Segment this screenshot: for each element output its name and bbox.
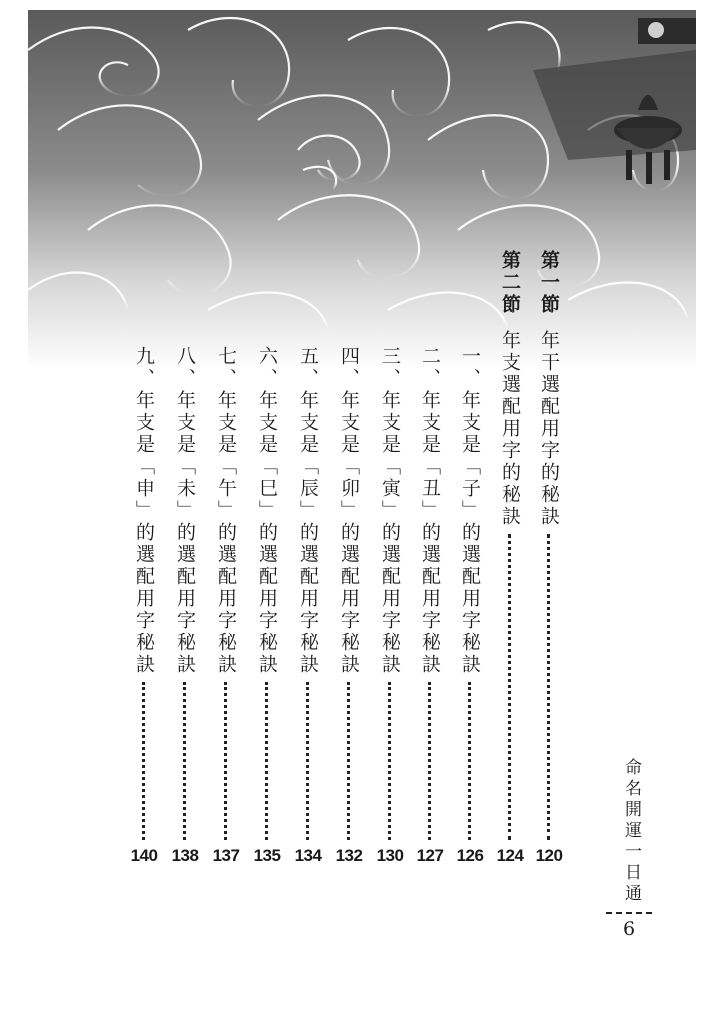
- toc-item-title: 七、年支是「午」的選配用字秘訣: [215, 346, 237, 676]
- toc-leader-dots: [428, 682, 431, 840]
- toc-leader-dots: [224, 682, 227, 840]
- toc-item-title: 四、年支是「卯」的選配用字秘訣: [338, 346, 360, 676]
- toc-page-number: 126: [456, 846, 484, 865]
- toc-page-number: 138: [171, 846, 199, 865]
- toc-page-number: 135: [253, 846, 281, 865]
- toc-leader-dots: [547, 534, 550, 840]
- toc-section-name: 年干選配用字的秘訣: [538, 330, 560, 528]
- running-book-title: 命名開運一日通: [621, 758, 641, 905]
- toc-leader-dots: [347, 682, 350, 840]
- toc-leader-dots: [142, 682, 145, 840]
- toc-item-title: 一、年支是「子」的選配用字秘訣: [459, 346, 481, 676]
- toc-page-number: 130: [376, 846, 404, 865]
- toc-item-1[interactable]: [452, 250, 488, 872]
- toc-section-title: [492, 250, 528, 528]
- toc-item-5[interactable]: [290, 250, 326, 872]
- toc-item-3[interactable]: [372, 250, 408, 872]
- toc-item-title: 八、年支是「未」的選配用字秘訣: [174, 346, 196, 676]
- toc-item-title: 二、年支是「丑」的選配用字秘訣: [419, 346, 441, 676]
- toc-section-label: 第二節: [499, 250, 521, 316]
- toc-leader-dots: [183, 682, 186, 840]
- toc-page-number: 127: [416, 846, 444, 865]
- toc-leader-dots: [388, 682, 391, 840]
- toc-section-2[interactable]: [492, 250, 528, 872]
- toc-leader-dots: [508, 534, 511, 840]
- toc-section-title: [531, 250, 567, 528]
- toc-item-9[interactable]: [126, 250, 162, 872]
- toc-page-number: 134: [294, 846, 322, 865]
- toc-page-number: 137: [212, 846, 240, 865]
- toc-section-label: 第一節: [538, 250, 560, 316]
- toc-leader-dots: [265, 682, 268, 840]
- toc-leader-dots: [468, 682, 471, 840]
- toc-page-number: 132: [335, 846, 363, 865]
- toc-page-number: 140: [130, 846, 158, 865]
- toc-section-1[interactable]: [531, 250, 567, 872]
- toc-item-2[interactable]: [412, 250, 448, 872]
- toc-item-6[interactable]: [249, 250, 285, 872]
- toc-item-7[interactable]: [208, 250, 244, 872]
- toc-item-title: 六、年支是「巳」的選配用字秘訣: [256, 346, 278, 676]
- toc-leader-dots: [306, 682, 309, 840]
- toc-item-title: 九、年支是「申」的選配用字秘訣: [133, 346, 155, 676]
- toc-item-8[interactable]: [167, 250, 203, 872]
- toc-item-4[interactable]: [331, 250, 367, 872]
- toc-section-name: 年支選配用字的秘訣: [499, 330, 521, 528]
- page-number: 6: [622, 918, 636, 940]
- page-number-divider: [606, 912, 652, 914]
- toc-page-number: 120: [535, 846, 563, 865]
- toc-page-number: 124: [496, 846, 524, 865]
- toc-item-title: 三、年支是「寅」的選配用字秘訣: [379, 346, 401, 676]
- toc-item-title: 五、年支是「辰」的選配用字秘訣: [297, 346, 319, 676]
